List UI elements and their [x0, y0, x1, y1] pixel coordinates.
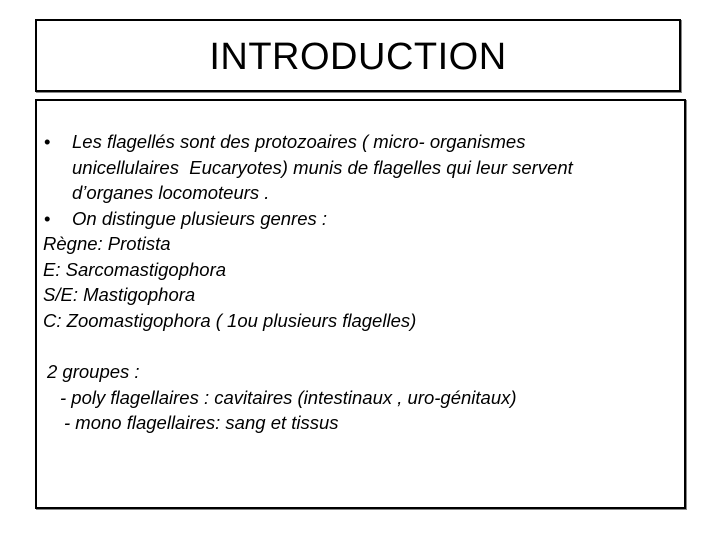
group-item: - mono flagellaires: sang et tissus — [64, 412, 339, 433]
bullet-text — [72, 129, 678, 206]
bullet-item — [43, 206, 678, 232]
slide-title: INTRODUCTION — [209, 36, 507, 78]
title-box — [35, 19, 681, 92]
slide-content — [43, 129, 678, 436]
groups-heading: 2 groupes : — [47, 361, 140, 382]
classification-branch: E: Sarcomastigophora — [43, 258, 227, 280]
content-box — [35, 99, 686, 509]
bullet-line: On distingue plusieurs genres : — [72, 207, 328, 229]
bullet-item — [43, 129, 678, 206]
bullet-line: d’organes locomoteurs . — [72, 182, 270, 203]
classification-kingdom: Règne: Protista — [43, 233, 171, 254]
classification-subbranch: S/E: Mastigophora — [43, 284, 196, 305]
classification-class: C: Zoomastigophora ( 1ou plusieurs flagelles) — [43, 309, 417, 331]
bullet-symbol: • — [44, 131, 51, 152]
group-item: - poly flagellaires : cavitaires (intestinaux , uro-génitaux) — [60, 386, 517, 408]
bullet-symbol: • — [44, 207, 51, 229]
spacer — [43, 333, 678, 359]
bullet-text — [72, 206, 678, 232]
bullet-line: unicellulaires Eucaryotes) munis de flagelles qui leur servent — [72, 156, 573, 178]
bullet-line: Les flagellés sont des protozoaires ( micro- organismes — [72, 131, 526, 152]
